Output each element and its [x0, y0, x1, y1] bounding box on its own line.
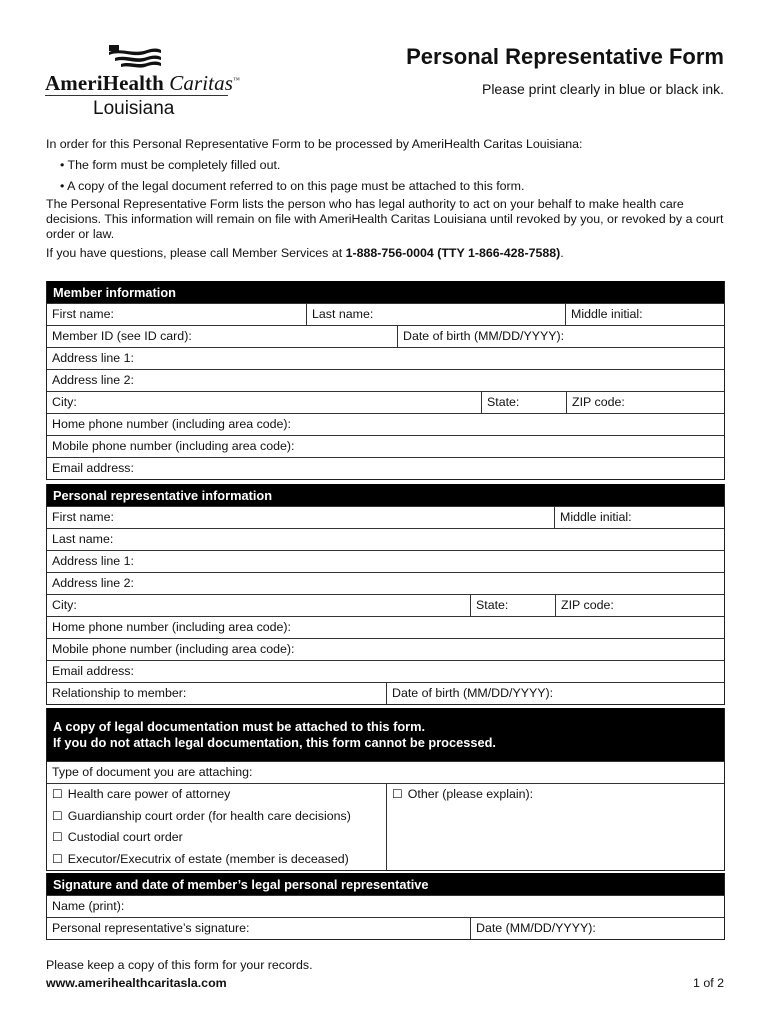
- rep-mobile-phone-field[interactable]: Mobile phone number (including area code):: [52, 642, 295, 656]
- checkbox-icon[interactable]: ☐: [52, 830, 63, 844]
- rep-address2-field[interactable]: Address line 2:: [52, 576, 134, 590]
- member-dob-field[interactable]: Date of birth (MM/DD/YYYY):: [397, 326, 724, 347]
- intro-text: [46, 137, 726, 267]
- option-health-care-poa[interactable]: ☐ Health care power of attorney: [47, 784, 386, 806]
- legal-documentation-section: [46, 708, 725, 871]
- member-first-name-field[interactable]: First name:: [52, 307, 114, 321]
- intro-bullet: • A copy of the legal document referred to on this page must be attached to this form.: [60, 179, 525, 193]
- member-services-phone[interactable]: 1-888-756-0004 (TTY 1-866-428-7588): [345, 246, 561, 260]
- checkbox-icon[interactable]: ☐: [52, 851, 63, 866]
- intro-lead: In order for this Personal Representative Form to be processed by AmeriHealth Caritas Louisiana:: [46, 137, 583, 151]
- rep-email-field[interactable]: Email address:: [52, 664, 134, 678]
- member-id-field[interactable]: Member ID (see ID card):: [52, 329, 192, 343]
- rep-relationship-field[interactable]: Relationship to member:: [52, 686, 187, 700]
- rep-state-field[interactable]: State:: [470, 595, 555, 616]
- member-city-field[interactable]: City:: [52, 395, 77, 409]
- rep-city-field[interactable]: City:: [52, 598, 77, 612]
- logo-divider: [45, 95, 228, 96]
- document-type-label: Type of document you are attaching:: [52, 765, 253, 779]
- other-option-column: [386, 784, 724, 870]
- member-mobile-phone-field[interactable]: Mobile phone number (including area code):: [52, 439, 295, 453]
- member-address2-field[interactable]: Address line 2:: [52, 373, 134, 387]
- section-heading: Member information: [47, 281, 724, 303]
- signature-section: [46, 873, 725, 940]
- page-number: 1 of 2: [692, 976, 724, 990]
- signature-field[interactable]: Personal representative’s signature:: [52, 921, 250, 935]
- option-other[interactable]: ☐ Other (please explain):: [387, 784, 724, 806]
- member-zip-field[interactable]: ZIP code:: [566, 392, 724, 413]
- member-information-section: [46, 281, 725, 480]
- section-heading: Signature and date of member’s legal personal representative: [47, 873, 724, 895]
- flag-waves-icon: [103, 44, 163, 70]
- page-title: Personal Representative Form: [406, 44, 724, 69]
- intro-bullet: • The form must be completely filled out.: [60, 158, 281, 172]
- page-subtitle: Please print clearly in blue or black ink.: [481, 81, 724, 97]
- rep-dob-field[interactable]: Date of birth (MM/DD/YYYY):: [386, 683, 724, 704]
- checkbox-icon[interactable]: ☐: [52, 787, 63, 801]
- intro-paragraph: The Personal Representative Form lists the person who has legal authority to act on your behalf to make health care decisions. This information will remain on file with AmeriHealth Caritas Louisiana until revoked by you, or revoked by a court order or law.: [46, 197, 724, 241]
- amerihealth-caritas-logo: [45, 44, 240, 120]
- member-email-field[interactable]: Email address:: [52, 461, 134, 475]
- option-custodial-order[interactable]: ☐ Custodial court order: [47, 827, 386, 849]
- option-executor[interactable]: ☐ Executor/Executrix of estate (member is deceased): [47, 849, 386, 871]
- questions-line: If you have questions, please call Member Services at 1-888-756-0004 (TTY 1-866-428-7588).: [46, 246, 564, 260]
- section-heading: A copy of legal documentation must be attached to this form. If you do not attach legal documentation, this form cannot be processed.: [47, 708, 724, 761]
- checkbox-icon[interactable]: ☐: [392, 787, 403, 801]
- document-options: [47, 784, 386, 870]
- rep-address1-field[interactable]: Address line 1:: [52, 554, 134, 568]
- brand-region: Louisiana: [93, 98, 175, 119]
- rep-zip-field[interactable]: ZIP code:: [555, 595, 724, 616]
- representative-information-section: [46, 484, 725, 705]
- rep-first-name-field[interactable]: First name:: [52, 510, 114, 524]
- member-address1-field[interactable]: Address line 1:: [52, 351, 134, 365]
- member-last-name-field[interactable]: Last name:: [306, 304, 565, 325]
- member-middle-initial-field[interactable]: Middle initial:: [565, 304, 724, 325]
- section-heading: Personal representative information: [47, 484, 724, 506]
- checkbox-icon[interactable]: ☐: [52, 808, 63, 823]
- records-note: Please keep a copy of this form for your records.: [46, 958, 313, 972]
- brand-name: AmeriHealth Caritas™: [45, 71, 240, 95]
- website-link[interactable]: www.amerihealthcaritasla.com: [46, 976, 227, 990]
- signature-date-field[interactable]: Date (MM/DD/YYYY):: [470, 918, 724, 939]
- rep-home-phone-field[interactable]: Home phone number (including area code):: [52, 620, 292, 634]
- name-print-field[interactable]: Name (print):: [52, 899, 125, 913]
- rep-middle-initial-field[interactable]: Middle initial:: [554, 507, 724, 528]
- member-home-phone-field[interactable]: Home phone number (including area code):: [52, 417, 292, 431]
- rep-last-name-field[interactable]: Last name:: [52, 532, 114, 546]
- member-state-field[interactable]: State:: [481, 392, 566, 413]
- option-guardianship[interactable]: ☐ Guardianship court order (for health care decisions): [47, 806, 386, 828]
